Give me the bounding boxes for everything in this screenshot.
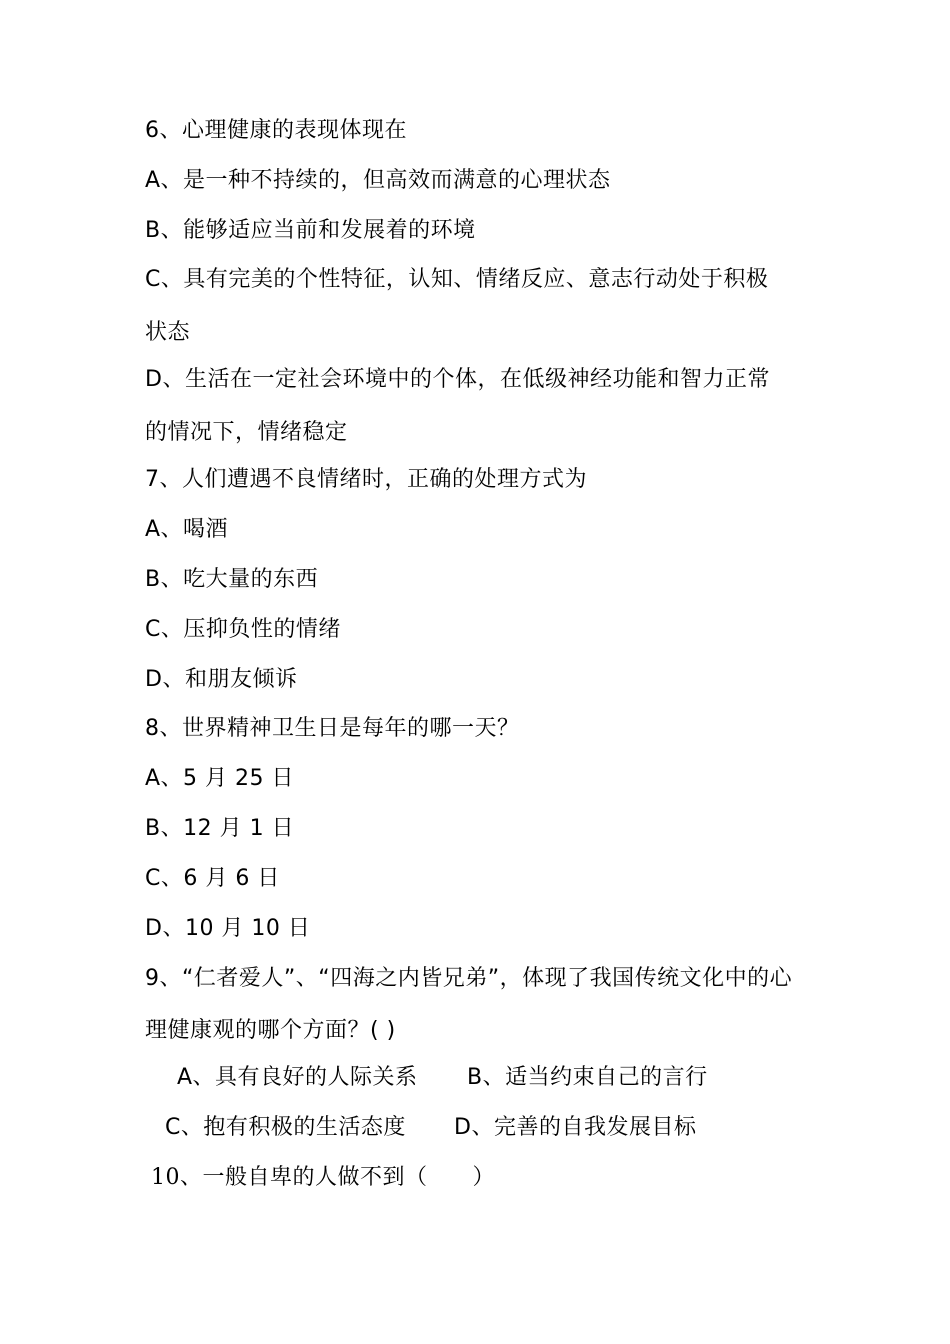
question-9-stem-line1: 9、“仁者爱人”、“四海之内皆兄弟”，体现了我国传统文化中的心	[145, 966, 793, 991]
question-6-option-c-line1: C、具有完美的个性特征，认知、情绪反应、意志行动处于积极	[145, 267, 769, 292]
question-8-option-a: A、5 月 25 日	[145, 766, 295, 791]
question-8-stem: 8、世界精神卫生日是每年的哪一天？	[145, 716, 520, 741]
question-6-option-d-line2: 的情况下，情绪稳定	[145, 420, 348, 445]
question-6-option-a: A、是一种不持续的，但高效而满意的心理状态	[145, 168, 611, 193]
question-7-option-a: A、喝酒	[145, 517, 229, 542]
question-6-stem: 6、心理健康的表现体现在	[145, 118, 407, 143]
question-7-option-c: C、压抑负性的情绪	[145, 617, 341, 642]
question-9-option-a: A、具有良好的人际关系	[177, 1065, 418, 1090]
question-9-stem-line2: 理健康观的哪个方面？( )	[145, 1018, 396, 1043]
question-8-option-c: C、6 月 6 日	[145, 866, 280, 891]
question-9-option-b: B、适当约束自己的言行	[467, 1065, 708, 1090]
question-6-option-c-line2: 状态	[145, 320, 191, 345]
question-6-option-b: B、能够适应当前和发展着的环境	[145, 218, 476, 243]
question-8-option-d: D、10 月 10 日	[145, 916, 311, 941]
question-7-stem: 7、人们遭遇不良情绪时，正确的处理方式为	[145, 467, 587, 492]
question-9-option-c: C、抱有积极的生活态度	[165, 1115, 406, 1140]
question-8-option-b: B、12 月 1 日	[145, 816, 295, 841]
question-10-stem: 10、一般自卑的人做不到（ ）	[151, 1165, 495, 1190]
question-7-option-b: B、吃大量的东西	[145, 567, 319, 592]
question-9-option-d: D、完善的自我发展目标	[454, 1115, 697, 1140]
question-7-option-d: D、和朋友倾诉	[145, 667, 298, 692]
question-6-option-d-line1: D、生活在一定社会环境中的个体，在低级神经功能和智力正常	[145, 367, 770, 392]
